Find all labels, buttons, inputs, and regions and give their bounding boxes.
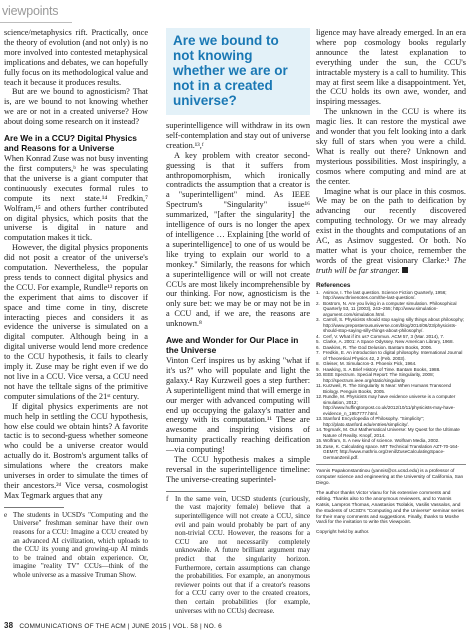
- reference-number: 7.: [316, 350, 320, 356]
- paragraph: The unknown in the CCU is where its magic lies. It can restore the mystical awe and wonder that you felt looking into a dark sky full of stars when you were a child. What is really out there? Unknown and mysterious possibilities. Most inspiringly, a cosmos where computing and mind are at the center.: [316, 107, 466, 186]
- paragraph: science/metaphysics rift. Practically, once the theory of evolution (and not only) is no more involved into contested metaphysical implications and debates, we can hopefully fully focus on its methodological value and teach it because it produces results.: [4, 28, 148, 87]
- reference-text: Dawkins, R. The God Delusion. Bantam Books, 2006.: [323, 344, 433, 350]
- reference-item: [316, 350, 466, 361]
- reference-number: 10.: [316, 372, 323, 378]
- paragraph: If digital physics experiments are not much help in settling the CCU hypothesis, how else could we obtain hints? A favorite tactic is to second-guess whether someone who could be a universe creator would actually do it. Bostrom's argument talks of simulations where the creators make universes in order to simulate the times of their ancestors.²ᵈ Vice versa, cosmologist Max Tegmark argues that any: [4, 401, 148, 500]
- reference-text: Tegmark, M. Our Mathematical Universe: My Quest for the Ultimate Nature of Reality. Knopf, 2014.: [323, 427, 460, 438]
- acknowledgments: The author thanks Victor Vianu for his extensive comments and editing. Thanks also to the anonymous reviewers, and to Yannis Katsis, Lampros Thomas, Anastasios Tsolakis, Vasilis Vassalos, and the students of UCSD's "Computing and the Universe" seminar series for their many comments and suggestions. Finally, thanks to Moshe Vardi for the invitation to write this Viewpoint.: [316, 490, 464, 526]
- footnote-mark: f: [166, 494, 169, 503]
- reference-item: [316, 372, 466, 383]
- reference-text: Gleiser, M. Simulacron-3. Phoenix Pick, 1964.: [323, 361, 417, 367]
- references-list: [316, 290, 466, 461]
- reference-number: 12.: [316, 394, 323, 400]
- end-mark-icon: [402, 267, 408, 273]
- reference-text: Bostrom, N. Are you living in a computer simulation. Philosophical Quarterly 53, 11 (2003), 243–255; http://www.simulation-argument.com/simulation.html.: [323, 300, 457, 317]
- page-footer: [4, 621, 222, 630]
- footnote-mark: e: [4, 510, 8, 519]
- reference-number: 6.: [316, 344, 320, 350]
- section-heading: Awe and Wonder for Our Place in the Universe: [166, 335, 299, 356]
- closing-quote: The truth will be far stranger.: [316, 255, 466, 275]
- footnote-rule: [4, 507, 64, 508]
- reference-number: 4.: [316, 333, 320, 339]
- reference-text: IEEE Spectrum. Special Report: The Singularity, 2008; http://spectrum.ieee.org/static/singularity: [323, 372, 434, 383]
- footnote-text: In the same vein, UCSD students (curiously, the vast majority female) believe that a superintelligence will not create a CCU, since evil and pain would probably be part of any non-trivial CCU. However, the reasons for a CCU are not necessarily completely unknowable. A future brilliant argument may predict that the singularity horizon. Furthermore, certain assumptions can change the probabilities. For example, an anonymous reviewer points out that if a creator's reasons for a CCU carry over to the created creators, then certain probabilities (for example, universes with no CCUs) decrease.: [175, 494, 310, 615]
- author-bio: Yannis Papakonstantinou (yannis@cs.ucsd.edu) is a professor of computer science and engineering at the University of California, San Diego.: [316, 469, 464, 486]
- bio-rule: [316, 464, 466, 465]
- section-label: viewpoints: [0, 0, 72, 23]
- pull-quote: Are we bound to not knowing whether we are or not in a created universe?: [166, 28, 310, 115]
- reference-text: Clarke, A. 2001: A Space Odyssey. New American Library, 1968.: [323, 339, 454, 345]
- reference-text: Stanford Encyclopedia of Philosophy. "Simplicity"; http://plato.stanford.edu/entries/simplicity/.: [323, 416, 424, 427]
- reference-text: Carroll, S. Physicists should stop saying silly things about philosophy; http://www.preposterousuniverse.com/blog/2014/06/23/physicists-should-stop-saying-silly-things-about-philosophy/.: [323, 317, 465, 334]
- footnote: [166, 495, 310, 615]
- publication-info: COMMUNICATIONS OF THE ACM | JUNE 2015 | VOL. 58 | NO. 6: [19, 623, 222, 630]
- reference-number: 13.: [316, 416, 323, 422]
- reference-number: 2.: [316, 300, 320, 306]
- reference-number: 5.: [316, 339, 320, 345]
- paragraph: When Konrad Zuse was not busy inventing the first computers,ᵇ he was speculating that the universe is a giant computer that continuously executes formal rules to compute its next state.¹⁴ Fredkin,⁷ Wolfram,¹⁵ and others further contributed on digital physics, which posits that the universe is digital in nature and computation makes it tick.: [4, 154, 148, 243]
- reference-text: Rundle, M. Physicists may have evidence universe is a computer simulation, 2012; http://www.huffingtonpost.co.uk/2012/10/11/physicists-may-have-evidence_n_1957777.html.: [323, 394, 456, 416]
- reference-number: 11.: [316, 383, 323, 389]
- reference-item: [316, 427, 466, 438]
- paragraph: However, the digital physics proponents did not posit a creator of the universe's computation. Nevertheless, the popular press tends to connect digital physics and the CCU. For example, Rundle¹² reports on the experiment that aims to discover if space and time come in tiny, discrete interacting pieces and considers it as evidence the universe is simulated on a digital computer. Although being in a digital universe would lend more credence to the CCU hypothesis, it fails to clearly imply it. Zuse may be right even if we do not live in a CCU. Vice versa, a CCU need not have the telltale signs of the primitive computer simulations of the 21ˢᵗ century.: [4, 243, 148, 401]
- copyright-note: Copyright held by author.: [316, 530, 370, 536]
- reference-item: [316, 444, 466, 461]
- reference-text: Kurzweil, R. The Singularity Is Near: When Humans Transcend Biology. Penguin Books, 2005.: [323, 383, 452, 394]
- reference-text: Zuse, K. Calculating space. MIT Technical Translation AZT-70-164-GEMIT; http://www.mathrix.org/zenil/ZuseCalculatingSpace-GermanZenil.pdf.: [323, 443, 459, 460]
- footnote-text: The students in UCSD's "Computing and the Universe" freshman seminar have their own reasons for a CCU: Imagine a CCU created by an advanced AI civilization, which uploads to the CCU its young and growing-up AI minds to be trained and obtain experience. Or, imagine "reality TV" CCUs—think of the whole universe as a massive Truman Show.: [13, 510, 148, 579]
- reference-item: [316, 290, 466, 301]
- footnote-rule: [166, 491, 226, 492]
- reference-item: [316, 394, 466, 416]
- reference-text: Hawking, S. A Brief History of Time. Bantam Books, 1988.: [323, 366, 441, 372]
- reference-number: 1.: [316, 289, 320, 295]
- paragraph: The CCU hypothesis makes a simple reversal in the superintelligence timeline: The universe-creating superintel-: [166, 455, 310, 484]
- reference-text: Wolfram, S. A new kind of science. Wolfram Media, 2002.: [323, 438, 440, 444]
- reference-item: [316, 301, 466, 318]
- reference-item: [316, 317, 466, 334]
- reference-number: 9.: [316, 366, 320, 372]
- reference-number: 8.: [316, 361, 320, 367]
- footnote: [4, 511, 148, 580]
- page-number: 38: [4, 621, 14, 630]
- paragraph: ligence may have already emerged. In an era where pop cosmology books regularly announce the latest explanation to everything under the sun, the CCU's intractable mystery is a call to humility. This may at first seem like a disappointment. Yet, the CCU holds its own awe, wonder, and inspiring messages.: [316, 28, 466, 107]
- paragraph: superintelligence will withdraw in its own self-contemplation and stay out of universe creation.¹³,ᶠ: [166, 121, 310, 150]
- column-3: [316, 28, 466, 536]
- section-heading: Are We in a CCU? Digital Physics and Reasons for a Universe: [4, 133, 137, 154]
- paragraph: A key problem with creator second-guessing is that it suffers from anthropomorphism, which ironically contradicts the assumption that a creator is a "superintelligent" mind. As IEEE Spectrum's "Singularity" issue¹⁶ summarized, "[after the singularity] the intelligence of ours is no longer the apex of intelligence … Explaining [the world of a superintelligence] to one of us would be like trying to explain our world to a monkey." Similarly, the reasons for which a superintelligence will or will not create CCUs are most likely incomprehensible by our thinking. For now, agnosticism is the only sure bet: we may be or may not be in a CCU and, if we are, the reasons are unknown.⁸: [166, 150, 310, 329]
- paragraph: But are we bound to agnosticism? That is, are we bound to not knowing whether we are or not in a created universe? How about doing some research on it instead?: [4, 87, 148, 127]
- reference-text: Fredkin, E. An introduction to digital philosophy. International Journal of Theoretical Physics 42, 2 (Feb. 2003).: [323, 350, 463, 361]
- reference-number: 14.: [316, 427, 323, 433]
- paragraph: Vinton Cerf inspires us by asking "what if it's us?" who will populate and light the galaxy.⁴ Ray Kurzweil goes a step further: A superintelligent mind that will emerge in our merger with advanced computing will end up occupying the galaxy's matter and energy with its computation.¹¹ These are awesome and inspiring visions of humanity practically reaching deification—via computing!: [166, 356, 310, 455]
- paragraph-text: Imagine what is our place in this cosmos. We may be on the path to deification by advancing our recently discovered computing technology. Or we may already exist in the thoughts and computations of an AC, as Asimov suggested. Or both. No matter what is your choice, remember the words of the great visionary Clarke:³: [316, 186, 466, 265]
- reference-number: 3.: [316, 317, 320, 323]
- reference-number: 16.: [316, 443, 323, 449]
- paragraph: [316, 187, 466, 276]
- reference-item: [316, 383, 466, 394]
- reference-text: Asimov, I. The last question. Science Fiction Quarterly, 1956; http://www.thrivenotes.com/the-last-question/.: [323, 289, 447, 301]
- reference-text: Cerf, V. What if it's us? Commun. ACM 57, 3 (Mar. 2014), 7.: [323, 333, 445, 339]
- reference-item: [316, 416, 466, 427]
- reference-number: 15.: [316, 438, 323, 444]
- column-2: [166, 28, 310, 615]
- references-heading: References: [316, 281, 351, 289]
- column-1: [4, 28, 148, 580]
